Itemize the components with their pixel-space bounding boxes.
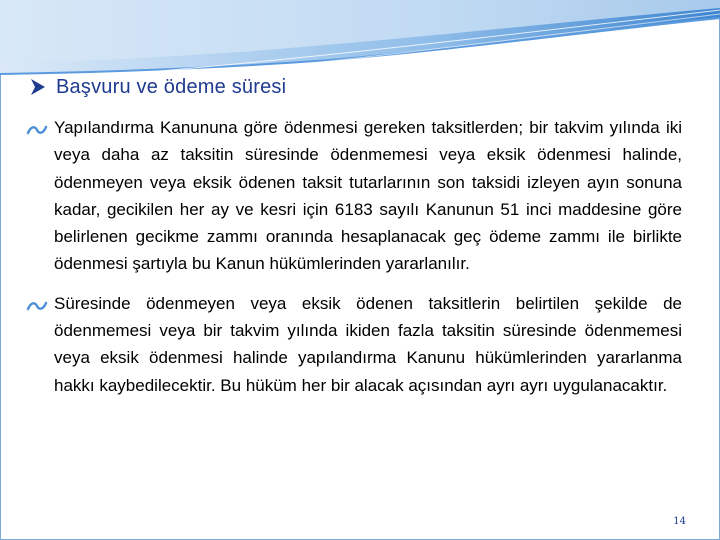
bullet-item — [24, 290, 686, 399]
bullet-item — [24, 114, 686, 278]
bullet-text: Yapılandırma Kanununa göre ödenmesi gereken taksitlerden; bir takvim yılında iki veya daha az taksitin süresinde ödenmemesi veya eksik ödenmesi halinde, ödenmeyen veya eksik ödenen taksit tutarlarının son taksidi izleyen ayın sonuna kadar, gecikilen her ay ve kesri için 6183 sayılı Kanunun 51 inci maddesine göre belirlenen gecikme zammı oranında hesaplanacak geç ödeme zammı ile birlikte ödenmesi şartıyla bu Kanun hükümlerinden yararlanılır. — [54, 118, 682, 274]
wave-bullet-icon — [24, 121, 54, 139]
bullet-text: Süresinde ödenmeyen veya eksik ödenen taksitlerin belirtilen şekilde de ödenmemesi veya bir takvim yılında ikiden fazla taksitin süresinde ödenmemesi veya eksik ödenmesi halinde yapılandırma Kanunu hükümlerinden yararlanma hakkı kaybedilecektir. Bu hüküm her bir alacak açısından ayrı ayrı uygulanacaktır. — [54, 293, 682, 395]
slide-title: Başvuru ve ödeme süresi — [56, 75, 287, 98]
wave-bullet-icon — [24, 297, 54, 315]
title-row — [30, 72, 286, 102]
arrowhead-icon — [30, 78, 46, 96]
page-number: 14 — [673, 516, 686, 527]
slide-content — [24, 114, 686, 411]
